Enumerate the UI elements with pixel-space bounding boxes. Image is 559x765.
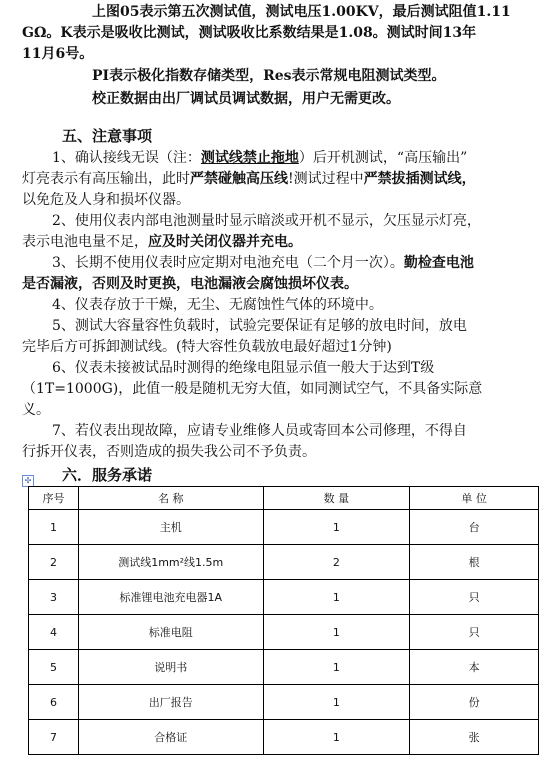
cell-index: 2	[29, 545, 79, 580]
notice-item-6: 6、仪表未接被试品时测得的绝缘电阻显示值一般大于达到T级 （1T=1000G)，此值一般是随机无穷大值，如同测试空气，不具备实际意 义。	[22, 360, 483, 418]
header-index: 序号	[29, 487, 79, 510]
paragraph-test-result	[22, 2, 537, 65]
p1-line1: 上图05表示第五次测试值，测试电压1.00KV，最后测试阻值1.11	[92, 4, 511, 20]
cell-quantity: 1	[263, 650, 410, 685]
section6-title: 六．服务承诺	[62, 466, 153, 484]
cell-name: 主机	[78, 510, 263, 545]
cell-name: 测试线1mm²线1.5m	[78, 545, 263, 580]
table-row	[29, 510, 539, 545]
cell-quantity: 1	[263, 510, 410, 545]
cell-index: 5	[29, 650, 79, 685]
p1-line2: GΩ。K表示是吸收比测试，测试吸收比系数结果是1.08。测试时间13年	[22, 25, 477, 41]
section5-title: 五、注意事项	[62, 127, 153, 145]
cell-unit: 根	[410, 545, 539, 580]
notice-item-5: 5、测试大容量容性负载时，试验完要保证有足够的放电时间，放电 完毕后方可拆卸测试线。(特大容性负载放电最好超过1分钟)	[22, 318, 467, 355]
cell-index: 4	[29, 615, 79, 650]
cell-unit: 台	[410, 510, 539, 545]
cell-quantity: 1	[263, 720, 410, 755]
header-quantity: 数 量	[263, 487, 410, 510]
cell-index: 7	[29, 720, 79, 755]
table-header-row	[29, 487, 539, 510]
cell-unit: 只	[410, 615, 539, 650]
p1-line3: 11月6号。	[22, 46, 94, 62]
table-row	[29, 545, 539, 580]
cell-index: 1	[29, 510, 79, 545]
cell-unit: 只	[410, 580, 539, 615]
cell-name: 标准电阻	[78, 615, 263, 650]
table-row	[29, 580, 539, 615]
cell-name: 合格证	[78, 720, 263, 755]
cell-index: 6	[29, 685, 79, 720]
cell-quantity: 1	[263, 580, 410, 615]
notice-item-3: 3、长期不使用仪表时应定期对电池充电（二个月一次）。勤检查电池 是否漏液，否则及时更换，电池漏液会腐蚀损坏仪表。	[22, 255, 474, 292]
cell-unit: 张	[410, 720, 539, 755]
header-unit: 单 位	[410, 487, 539, 510]
notice-item-7: 7、若仪表出现故障，应请专业维修人员或寄回本公司修理，不得自 行拆开仪表，否则造成的损失我公司不予负责。	[22, 423, 467, 460]
table-row	[29, 720, 539, 755]
p3: 校正数据由出厂调试员调试数据，用户无需更改。	[92, 91, 400, 107]
notice-item-4: 4、仪表存放于干燥，无尘、无腐蚀性气体的环境中。	[52, 297, 383, 313]
cell-name: 标准锂电池充电器1A	[78, 580, 263, 615]
cell-quantity: 2	[263, 545, 410, 580]
move-handle-icon[interactable]: ✣	[22, 475, 34, 487]
cell-name: 说明书	[78, 650, 263, 685]
notice-item-1: 1、确认接线无误（注：测试线禁止拖地）后开机测试，“高压输出” 灯亮表示有高压输出，此时严禁碰触高压线!测试过程中严禁拔插测试线， 以免危及人身和损坏仪器。	[22, 150, 476, 208]
cell-name: 出厂报告	[78, 685, 263, 720]
cell-quantity: 1	[263, 615, 410, 650]
notice-item-2: 2、使用仪表内部电池测量时显示暗淡或开机不显示，欠压显示灯亮， 表示电池电量不足，应及时关闭仪器并充电。	[22, 213, 481, 250]
cell-unit: 份	[410, 685, 539, 720]
table-row	[29, 615, 539, 650]
table-row	[29, 650, 539, 685]
table-row	[29, 685, 539, 720]
p2: PI表示极化指数存储类型，Res表示常规电阻测试类型。	[92, 68, 446, 84]
cell-unit: 本	[410, 650, 539, 685]
cell-quantity: 1	[263, 685, 410, 720]
header-name: 名 称	[78, 487, 263, 510]
service-table	[28, 486, 539, 755]
cell-index: 3	[29, 580, 79, 615]
